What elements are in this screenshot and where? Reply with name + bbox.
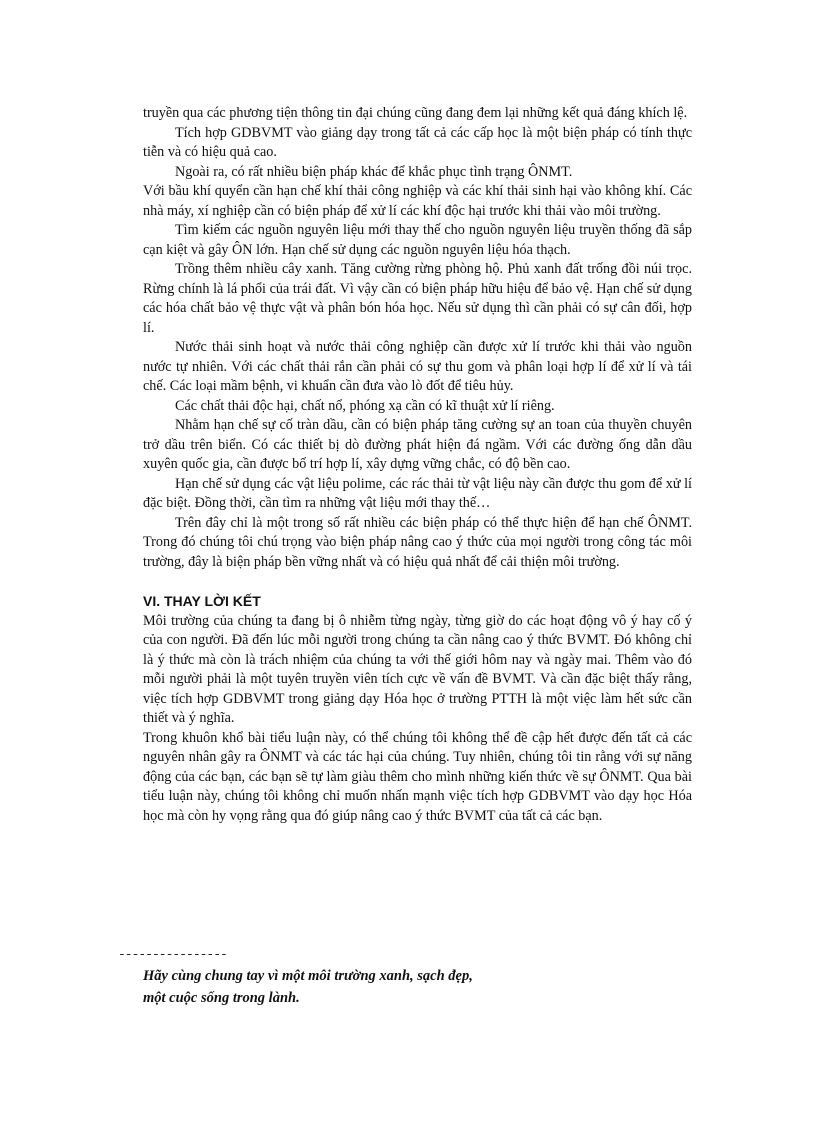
slogan-line: một cuộc sống trong lành. xyxy=(143,990,300,1006)
paragraph: truyền qua các phương tiện thông tin đại chúng cũng đang đem lại những kết quả đáng khích lệ. xyxy=(143,105,688,121)
slogan-line: Hãy cùng chung tay vì một môi trường xanh, sạch đẹp, xyxy=(143,968,473,984)
paragraph: Trồng thêm nhiều cây xanh. Tăng cường rừng phòng hộ. Phủ xanh đất trống đồi núi trọc. Rừng chính là lá phổi của trái đất. Vì vậy cần có biện pháp hữu hiệu để bảo vệ. Hạn chế sử dụng các hóa chất bảo vệ thực vật và phân bón hóa học. Nếu sử dụng thì cần phải có sự cân đối, hợp lí. xyxy=(143,261,692,336)
separator-line: ---------------- xyxy=(118,947,227,962)
paragraph: Trên đây chỉ là một trong số rất nhiều các biện pháp có thể thực hiện để hạn chế ÔNMT. Trong đó chúng tôi chú trọng vào biện pháp nâng cao ý thức của mọi người trong công tác môi trường, đây là biện pháp bền vững nhất và có hiệu quả nhất để cải thiện môi trường. xyxy=(143,514,692,570)
paragraph: Tích hợp GDBVMT vào giảng dạy trong tất cả các cấp học là một biện pháp có tính thực tiễn và có hiệu quả cao. xyxy=(143,124,692,160)
paragraph: Hạn chế sử dụng các vật liệu polime, các rác thải từ vật liệu này cần được thu gom để xử lí đặc biệt. Đồng thời, cần tìm ra những vật liệu mới thay thế… xyxy=(143,475,692,511)
paragraph: Nước thải sinh hoạt và nước thải công nghiệp cần được xử lí trước khi thải vào nguồn nước tự nhiên. Với các chất thải rắn cần phải có sự thu gom và phân loại hợp lí để xử lí và tái chế. Các loại mầm bệnh, vi khuẩn cần đưa vào lò đốt để tiêu hủy. xyxy=(143,339,692,394)
paragraph: Môi trường của chúng ta đang bị ô nhiễm từng ngày, từng giờ do các hoạt động vô ý hay cố ý của con người. Đã đến lúc mỗi người trong chúng ta cần nâng cao ý thức BVMT. Đó không chỉ là ý thức mà còn là trách nhiệm của chúng ta với thế giới hôm nay và ngày mai. Thêm vào đó mỗi người phải là một tuyên truyền viên tích cực về vấn đề BVMT. Và cần đặc biệt thấy rằng, việc tích hợp GDBVMT trong giảng dạy Hóa học ở trường PTTH là một việc làm hết sức cần thiết và ý nghĩa. xyxy=(143,612,692,726)
paragraph: Với bầu khí quyển cần hạn chế khí thải công nghiệp và các khí thải sinh hại vào không khí. Các nhà máy, xí nghiệp cần có biện pháp để xử lí các khí độc hại trước khi thải vào môi trường. xyxy=(143,183,692,219)
paragraph: Ngoài ra, có rất nhiều biện pháp khác để khắc phục tình trạng ÔNMT. xyxy=(175,163,573,180)
paragraph: Nhằm hạn chế sự cố tràn dầu, cần có biện pháp tăng cường sự an toan của thuyền chuyên trở dầu trên biển. Có các thiết bị dò đường phát hiện đá ngầm. Với các đường ống dẫn dầu xuyên quốc gia, cần được bố trí hợp lí, xây dựng vững chắc, có độ bền cao. xyxy=(143,417,692,472)
paragraph: Tìm kiếm các nguồn nguyên liệu mới thay thế cho nguồn nguyên liệu truyền thống đã sắp cạn kiệt và gây ÔN lớn. Hạn chế sử dụng các nguồn nguyên liệu hóa thạch. xyxy=(143,222,692,258)
closing-slogan xyxy=(143,965,703,1009)
paragraph: Trong khuôn khổ bài tiểu luận này, có thể chúng tôi không thể đề cập hết được đến tất cả các nguyên nhân gây ra ÔNMT và các tác hại của chúng. Tuy nhiên, chúng tôi tin rằng với sự năng động của các bạn, các bạn sẽ tự làm giàu thêm cho mình những kiến thức về sự ÔNMT. Qua bài tiểu luận này, chúng tôi không chỉ muốn nhấn mạnh việc tích hợp GDBVMT vào dạy học Hóa học mà còn hy vọng rằng qua đó giúp nâng cao ý thức BVMT của tất cả các bạn. xyxy=(143,729,692,824)
body-text xyxy=(143,104,692,826)
section-heading: VI. THAY LỜI KẾT xyxy=(143,593,261,609)
paragraph: Các chất thải độc hại, chất nổ, phóng xạ cần có kĩ thuật xử lí riêng. xyxy=(175,397,555,414)
